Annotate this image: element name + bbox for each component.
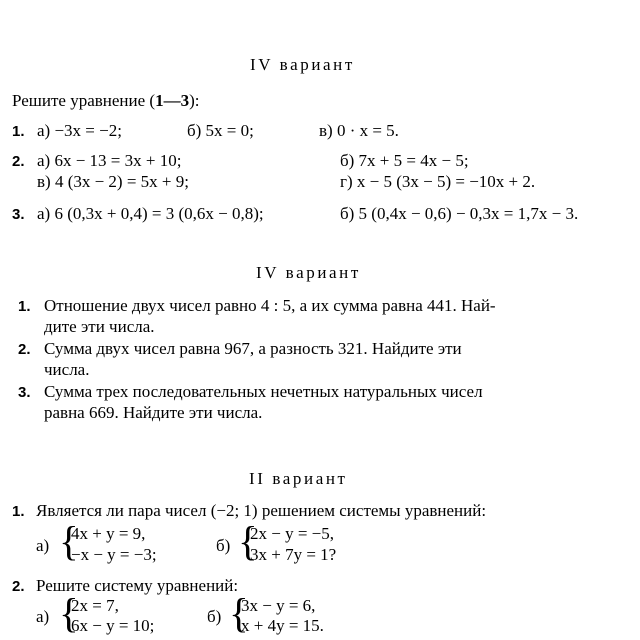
system-equation: 6x − y = 10; (71, 616, 155, 635)
equation: в) 4 (3x − 2) = 5x + 9; (37, 172, 189, 191)
section1-instruction (12, 91, 199, 111)
task-number: 3. (12, 206, 25, 223)
problem-line: Сумма двух чисел равна 967, а разность 321. Найдите эти (44, 339, 462, 358)
problem-line: Решите систему уравнений: (36, 576, 239, 595)
instruction-text: Решите уравнение ( (12, 91, 156, 110)
system-equation: 2x − y = −5, (250, 524, 335, 543)
system-brace: { (59, 518, 79, 564)
task-number: 1. (12, 123, 25, 140)
option-label: б) (207, 607, 222, 626)
system-equation: x + 4y = 15. (241, 616, 324, 635)
problem-line: дите эти числа. (44, 317, 155, 336)
equation: г) x − 5 (3x − 5) = −10x + 2. (340, 172, 536, 191)
problem-line: Является ли пара чисел (−2; 1) решением системы уравнений: (36, 501, 487, 520)
task-number: 1. (12, 503, 25, 520)
section2-title: IV вариант (256, 263, 361, 282)
problem-line: Отношение двух чисел равно 4 : 5, а их сумма равна 441. Най- (44, 296, 496, 315)
task-number: 2. (12, 153, 25, 170)
instruction-end: ): (189, 91, 200, 110)
problem-line: Сумма трех последовательных нечетных натуральных чисел (44, 382, 483, 401)
system-equation: 3x − y = 6, (241, 596, 316, 615)
task-number: 1. (18, 298, 31, 315)
system-brace: { (238, 518, 258, 564)
option-label: а) (36, 607, 50, 626)
equation: б) 5 (0,4x − 0,6) − 0,3x = 1,7x − 3. (340, 204, 579, 223)
problem-line: равна 669. Найдите эти числа. (44, 403, 263, 422)
equation: а) −3x = −2; (37, 121, 122, 140)
instruction-range: 1—3 (155, 91, 190, 110)
task-number: 2. (12, 578, 25, 595)
option-label: а) (36, 536, 50, 555)
section1-title: IV вариант (250, 55, 355, 74)
system-brace: { (59, 590, 79, 636)
equation: а) 6x − 13 = 3x + 10; (37, 151, 182, 170)
system-brace: { (229, 590, 249, 636)
system-equation: 4x + y = 9, (71, 524, 146, 543)
equation: в) 0 · x = 5. (319, 121, 399, 140)
equation: б) 7x + 5 = 4x − 5; (340, 151, 469, 170)
system-equation: −x − y = −3; (71, 545, 157, 564)
section3-title: II вариант (249, 469, 348, 488)
equation: а) 6 (0,3x + 0,4) = 3 (0,6x − 0,8); (37, 204, 264, 223)
system-equation: 3x + 7y = 1? (250, 545, 337, 564)
system-equation: 2x = 7, (71, 596, 119, 615)
equation: б) 5x = 0; (187, 121, 254, 140)
task-number: 3. (18, 384, 31, 401)
problem-line: числа. (44, 360, 90, 379)
task-number: 2. (18, 341, 31, 358)
option-label: б) (216, 536, 231, 555)
